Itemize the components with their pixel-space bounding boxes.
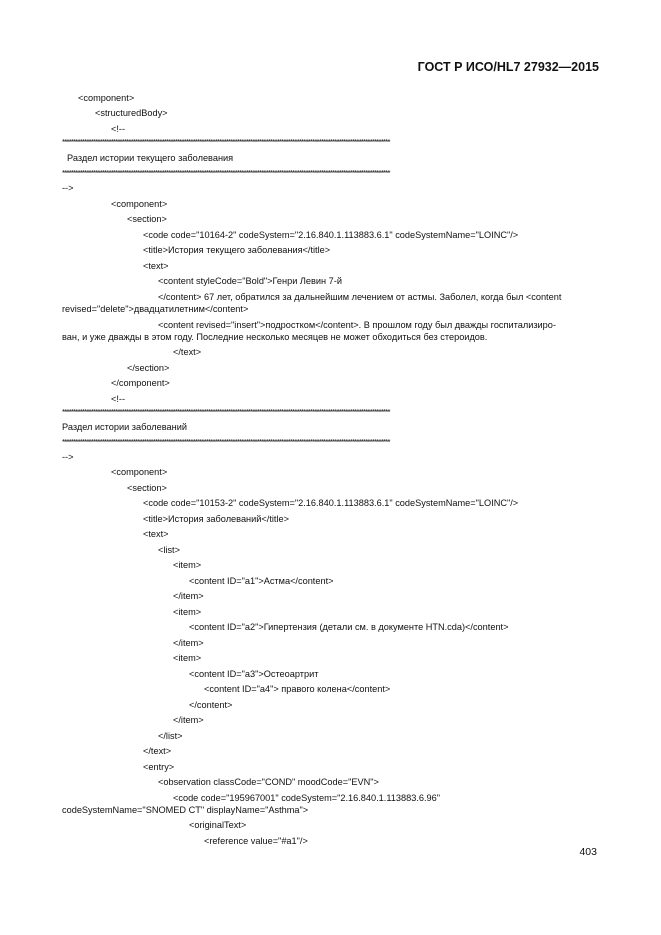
code-line: <content ID="a2">Гипертензия (детали см. в документе HTN.cda)</content> — [189, 622, 509, 632]
separator-stars: **************************************************************************************************************************************************** — [62, 170, 390, 178]
code-line: <entry> — [143, 762, 175, 772]
code-line: <title>История заболеваний</title> — [143, 514, 289, 524]
code-line: </component> — [111, 378, 170, 388]
code-line: <list> — [158, 545, 180, 555]
code-line: --> — [62, 452, 74, 462]
code-line: ван, и уже дважды в этом году. Последние несколько месяцев не может обходиться без стероидов. — [62, 332, 488, 342]
code-line: <content ID="a4"> правого колена</content> — [204, 684, 391, 694]
code-line: <item> — [173, 607, 202, 617]
document-header: ГОСТ Р ИСО/HL7 27932—2015 — [417, 60, 599, 74]
code-line: <code code="10153-2" codeSystem="2.16.840.1.113883.6.1" codeSystemName="LOINC"/> — [143, 498, 519, 508]
separator-stars: **************************************************************************************************************************************************** — [62, 139, 390, 147]
code-line: <content ID="a1">Астма</content> — [189, 576, 334, 586]
code-line: <content ID="a3">Остеоартрит — [189, 669, 319, 679]
code-line: <title>История текущего заболевания</title> — [143, 245, 331, 255]
code-line: </item> — [173, 591, 204, 601]
code-line: </text> — [173, 347, 202, 357]
code-line: <component> — [111, 467, 168, 477]
code-line: <content styleCode="Bold">Генри Левин 7-й — [158, 276, 342, 286]
code-line: </list> — [158, 731, 183, 741]
section-heading: Раздел истории текущего заболевания — [67, 153, 234, 163]
code-line: <!-- — [111, 394, 126, 404]
code-line: <structuredBody> — [95, 108, 168, 118]
code-line: --> — [62, 183, 74, 193]
code-line: <reference value="#a1"/> — [204, 836, 308, 846]
page-number: 403 — [579, 846, 597, 858]
section-heading: Раздел истории заболеваний — [62, 422, 187, 432]
code-line: <code code="10164-2" codeSystem="2.16.840.1.113883.6.1" codeSystemName="LOINC"/> — [143, 230, 519, 240]
code-line: <!-- — [111, 124, 126, 134]
code-line: </content> 67 лет, обратился за дальнейшим лечением от астмы. Заболел, когда был <content — [158, 292, 562, 302]
code-line: <code code="195967001" codeSystem="2.16.840.1.113883.6.96" — [173, 793, 441, 803]
code-line: <component> — [78, 93, 135, 103]
code-line: <observation classCode="COND" moodCode="EVN"> — [158, 777, 379, 787]
code-line: </content> — [189, 700, 233, 710]
code-line: <item> — [173, 560, 202, 570]
code-line: codeSystemName="SNOMED CT" displayName="Asthma"> — [62, 805, 309, 815]
code-line: <section> — [127, 483, 167, 493]
code-line: <section> — [127, 214, 167, 224]
separator-stars: **************************************************************************************************************************************************** — [62, 409, 390, 417]
code-line: <content revised="insert">подростком</content>. В прошлом году был дважды госпитализиро- — [158, 320, 556, 330]
code-line: <component> — [111, 199, 168, 209]
code-line: <originalText> — [189, 820, 247, 830]
code-line: </item> — [173, 638, 204, 648]
code-line: </section> — [127, 363, 170, 373]
code-line: <item> — [173, 653, 202, 663]
separator-stars: **************************************************************************************************************************************************** — [62, 439, 390, 447]
code-line: </text> — [143, 746, 172, 756]
code-line: revised="delete">двадцатилетним</content> — [62, 304, 249, 314]
code-line: <text> — [143, 261, 169, 271]
code-line: </item> — [173, 715, 204, 725]
code-line: <text> — [143, 529, 169, 539]
